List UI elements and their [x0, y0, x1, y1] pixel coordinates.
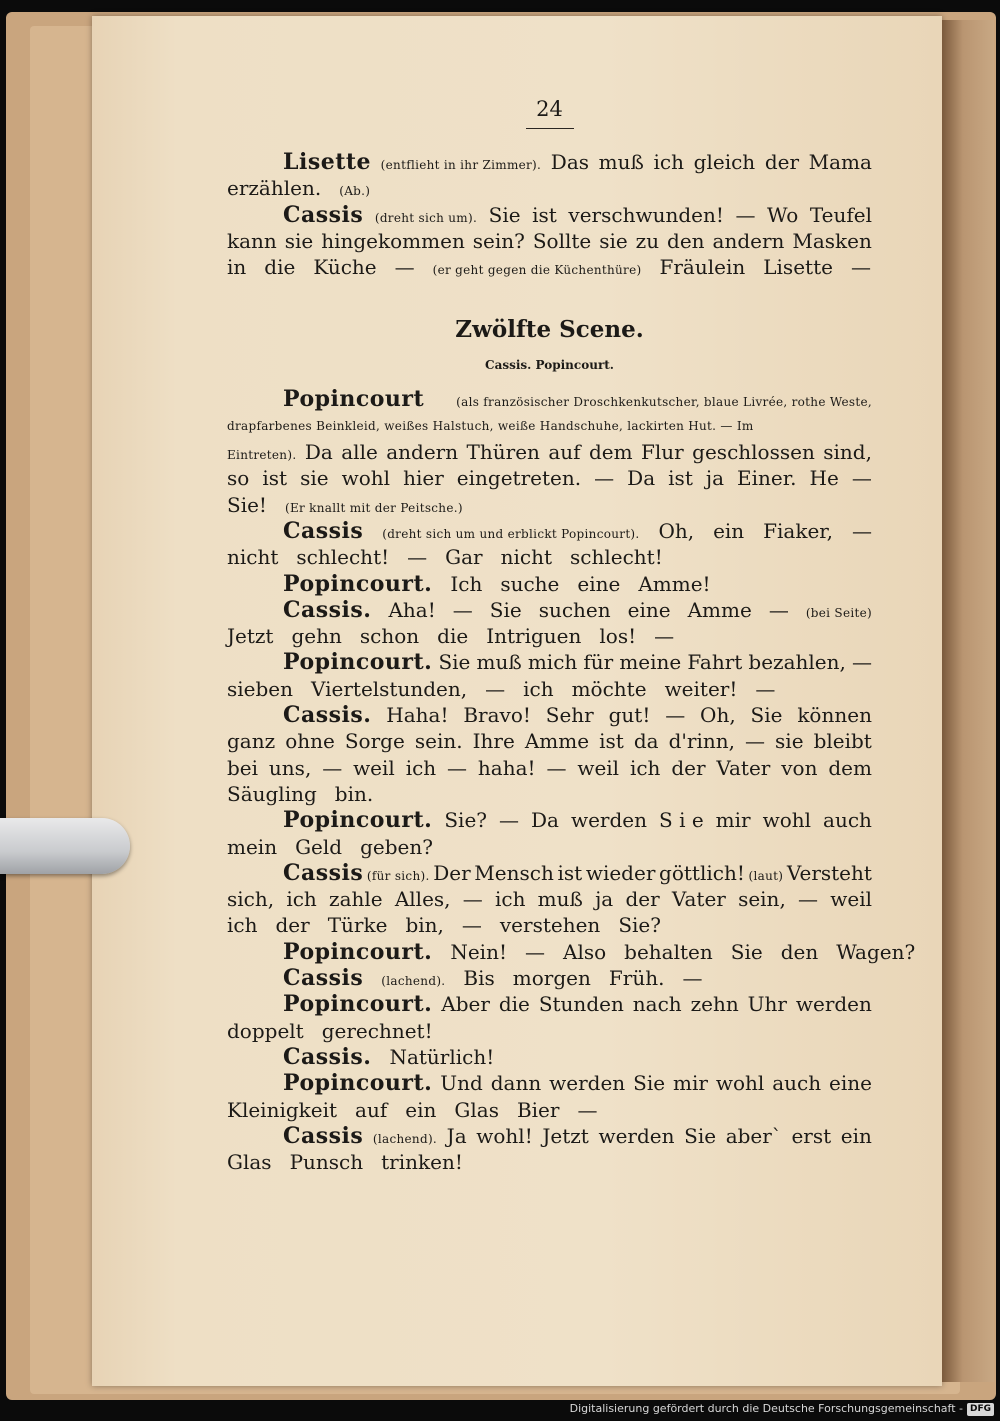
word: — — [546, 755, 567, 780]
text-line — [227, 991, 872, 1017]
word: erzählen. — [227, 176, 322, 201]
word: Da — [531, 808, 559, 833]
word: — — [851, 466, 872, 491]
word: sein, — [738, 887, 786, 912]
word: Früh. — [608, 966, 665, 991]
stage-direction: (entflieht in ihr Zimmer). — [380, 158, 542, 172]
word: Lisette — [763, 255, 833, 280]
word: Wo — [767, 202, 799, 227]
text-line — [227, 860, 872, 886]
word: Sollte — [532, 228, 592, 253]
word: Also — [563, 939, 607, 964]
word: kann — [227, 228, 277, 253]
word: — — [461, 913, 482, 938]
word: nicht — [227, 545, 279, 570]
text-line — [227, 702, 872, 728]
cast-list: Cassis. Popincourt. — [485, 358, 614, 373]
text-line — [227, 544, 872, 570]
speaker-name: Cassis. — [283, 702, 372, 729]
word: die — [264, 255, 296, 280]
word: sie — [599, 228, 628, 253]
word: bin, — [405, 913, 444, 938]
word: los! — [599, 624, 637, 649]
word: Sie? — [444, 808, 487, 833]
stage-direction: (Ab.) — [339, 184, 371, 199]
word: dem — [589, 440, 633, 465]
word: erst — [791, 1123, 832, 1148]
text-line — [227, 254, 872, 280]
word: Sie — [488, 202, 521, 227]
word: Türke — [327, 913, 388, 938]
word: Und — [440, 1071, 483, 1096]
text-line — [227, 149, 872, 175]
word: weiter! — [664, 676, 738, 701]
word: — — [851, 518, 872, 543]
word: — — [577, 1097, 598, 1122]
word: — — [654, 624, 675, 649]
word: ich — [523, 676, 554, 701]
stage-direction: (laut) — [748, 868, 784, 883]
text-line — [227, 912, 872, 938]
word: Glas — [454, 1097, 499, 1122]
text-line — [227, 755, 872, 781]
word: ist — [262, 466, 288, 491]
word: auf — [355, 1097, 388, 1122]
word: nach — [632, 992, 682, 1017]
text-line — [227, 807, 872, 833]
word: Mama — [808, 150, 872, 174]
word: — — [665, 703, 686, 728]
word: sie — [775, 729, 804, 754]
word: — — [768, 597, 789, 622]
text-line — [227, 1123, 872, 1149]
word: der — [275, 913, 310, 938]
word: wohl — [715, 1071, 765, 1096]
word: ich — [227, 913, 258, 938]
word: nicht — [500, 545, 553, 570]
word: muß — [476, 650, 522, 675]
word: sie — [284, 228, 314, 253]
word: sieben — [227, 676, 294, 701]
speaker-name: Popincourt. — [283, 938, 433, 965]
word: Bier — [516, 1097, 560, 1122]
word: Sie — [438, 650, 471, 675]
text-line — [227, 1018, 872, 1044]
word: Sorge — [344, 729, 405, 754]
word: Da — [304, 440, 333, 465]
word: doppelt — [227, 1018, 304, 1043]
word: suchen — [538, 597, 611, 622]
word: — — [452, 597, 473, 622]
stage-direction: (dreht sich um und erblickt Popincourt). — [382, 526, 640, 541]
word: ein — [405, 1097, 437, 1122]
word: mein — [227, 834, 278, 859]
word: ein — [840, 1123, 872, 1148]
word: mir — [672, 1071, 708, 1096]
word: wieder — [585, 860, 656, 885]
word: Fahrt — [687, 650, 743, 675]
word: — — [525, 939, 545, 964]
text-block-top — [227, 149, 872, 280]
text-line — [227, 202, 872, 228]
word: gerechnet! — [321, 1018, 433, 1043]
word: — — [462, 887, 483, 912]
speaker-name: Lisette — [283, 149, 372, 175]
text-line — [227, 781, 872, 807]
word: Alles, — [394, 887, 451, 912]
word: bezahlen, — [748, 650, 846, 675]
dfg-logo: DFG — [967, 1403, 994, 1416]
word: Stunden — [538, 992, 624, 1017]
word: weil — [353, 755, 395, 780]
word: Ja — [446, 1123, 467, 1148]
word: Haha! — [386, 703, 449, 728]
text-line — [227, 439, 872, 465]
text-block-main — [227, 386, 916, 1175]
word: die — [437, 624, 469, 649]
word: eine — [577, 571, 621, 596]
word: eingetreten. — [456, 466, 582, 491]
text-line — [227, 938, 916, 965]
stage-direction: (er geht gegen die Küchenthüre) — [432, 263, 642, 278]
word: hingekommen — [321, 228, 465, 253]
word: haha! — [477, 755, 536, 780]
word: Sie — [730, 939, 763, 964]
speaker-name: Popincourt — [283, 386, 425, 413]
word: ich — [653, 150, 685, 174]
word: Natürlich! — [389, 1044, 495, 1069]
word: auch — [772, 1071, 822, 1096]
word: S i e — [659, 808, 704, 833]
word: Jetzt — [542, 1123, 589, 1148]
word: muß — [598, 150, 644, 174]
word: werden — [795, 992, 872, 1017]
word: der — [764, 150, 800, 174]
word: Aha! — [388, 597, 436, 622]
speaker-name: Cassis. — [283, 1043, 372, 1070]
word: Bis — [463, 966, 495, 991]
speaker-name: Popincourt. — [283, 991, 433, 1018]
word: He — [809, 466, 839, 491]
word: ist — [557, 860, 583, 885]
word: muß — [537, 887, 583, 912]
word: Sie — [489, 597, 522, 622]
word: ich — [286, 887, 317, 912]
word: Amme — [524, 729, 590, 754]
text-line — [227, 676, 872, 702]
word: — — [485, 676, 506, 701]
word: göttlich! — [659, 860, 745, 885]
word: wohl — [341, 466, 391, 491]
text-line — [227, 965, 872, 991]
word: uns, — [268, 755, 312, 780]
word: trinken! — [381, 1150, 463, 1175]
text-line — [227, 623, 872, 649]
word: geben? — [360, 834, 433, 859]
word: — — [735, 202, 756, 227]
page-number: 24 — [536, 97, 563, 121]
text-line — [227, 571, 872, 597]
word: mich — [527, 650, 578, 675]
word: auch — [823, 808, 872, 833]
word: ich — [629, 755, 661, 780]
word: so — [227, 466, 250, 491]
text-line — [227, 228, 872, 254]
word: möchte — [571, 676, 647, 701]
word: Bravo! — [463, 703, 531, 728]
word: ich — [494, 887, 526, 912]
word: werden — [549, 1071, 626, 1096]
word: ganz — [227, 729, 276, 754]
word: bin. — [334, 781, 374, 806]
word: Nein! — [450, 939, 507, 964]
word: eine — [627, 597, 671, 622]
word: ein — [713, 518, 745, 543]
stage-direction: (lachend). — [372, 1131, 438, 1146]
word: weil — [830, 887, 872, 912]
word: mir — [715, 808, 751, 833]
word: in — [227, 255, 247, 280]
word: — — [594, 466, 615, 491]
word: meine — [619, 650, 682, 675]
text-line — [227, 518, 872, 544]
word: ist — [532, 202, 557, 227]
word: werden — [570, 808, 648, 833]
word: Uhr — [747, 992, 787, 1017]
word: weil — [577, 755, 620, 780]
page-number-rule — [526, 128, 574, 129]
footer-text: Digitalisierung gefördert durch die Deutsche Forschungsgemeinschaft - — [569, 1402, 963, 1415]
word: den — [667, 228, 705, 253]
word: alle — [341, 440, 378, 465]
word: Geld — [295, 834, 343, 859]
word: gleich — [693, 150, 756, 174]
text-line — [227, 175, 872, 201]
word: von — [781, 755, 818, 780]
word: Aber — [441, 992, 490, 1017]
word: — — [755, 676, 776, 701]
word: — — [745, 729, 765, 754]
word: ja — [595, 887, 614, 912]
speaker-name: Cassis — [283, 517, 364, 544]
text-line — [227, 597, 872, 623]
word: gut! — [608, 703, 651, 728]
text-line — [227, 386, 872, 412]
word: wohl! — [476, 1123, 533, 1148]
word: wohl — [762, 808, 812, 833]
word: Fiaker, — [763, 518, 833, 543]
word: ja — [705, 466, 725, 491]
stage-direction: Eintreten). — [227, 448, 297, 463]
word: Sie — [750, 703, 783, 728]
word: Säugling — [227, 781, 317, 806]
word: Thüren — [466, 440, 540, 465]
word: bleibt — [813, 729, 872, 754]
word: Fräulein — [659, 255, 746, 280]
word: Da — [627, 466, 656, 491]
word: Vater — [716, 755, 771, 780]
speaker-name: Cassis — [283, 1122, 364, 1149]
scene-heading: Zwölfte Scene. — [455, 316, 644, 344]
word: Flur — [641, 440, 684, 465]
word: ist — [599, 729, 624, 754]
word: Sie! — [227, 492, 267, 517]
word: suche — [500, 571, 560, 596]
word: verstehen — [499, 913, 601, 938]
word: — — [407, 545, 428, 570]
speaker-name: Popincourt. — [283, 570, 433, 597]
word: Glas — [227, 1150, 272, 1175]
word: Viertelstunden, — [311, 676, 468, 701]
speaker-name: Cassis — [283, 201, 364, 228]
word: können — [797, 703, 872, 728]
word: Masken — [792, 228, 872, 253]
word: den — [780, 939, 819, 964]
word: der — [625, 887, 660, 912]
text-line — [227, 834, 872, 860]
word: Versteht — [786, 860, 872, 885]
speaker-name: Cassis — [283, 965, 364, 992]
word: Amme — [687, 597, 752, 622]
word: Ich — [450, 571, 483, 596]
text-line — [227, 465, 872, 491]
text-line — [227, 1044, 872, 1070]
speaker-name: Popincourt. — [283, 1070, 433, 1097]
text-line — [227, 886, 872, 912]
word: Gar — [445, 545, 483, 570]
word: — — [394, 255, 415, 280]
stage-direction: (Er knallt mit der Peitsche.) — [284, 500, 463, 515]
word: schon — [359, 624, 420, 649]
word: werden — [598, 1123, 675, 1148]
word: zu — [635, 228, 660, 253]
word: schlecht! — [570, 545, 663, 570]
speaker-name: Cassis. — [283, 596, 372, 623]
word: Oh, — [700, 703, 736, 728]
stage-direction: drapfarbenes Beinkleid, weißes Halstuch, weiße Handschuhe, lackirten Hut. — Im — [227, 418, 754, 433]
stage-direction: (für sich). — [366, 868, 430, 883]
word: morgen — [512, 966, 591, 991]
word: verschwunden! — [568, 202, 724, 227]
word: Jetzt — [227, 624, 274, 649]
word: hier — [403, 466, 444, 491]
word: sie — [300, 466, 329, 491]
word: Kleinigkeit — [227, 1097, 338, 1122]
word: Punsch — [289, 1150, 364, 1175]
word: sein. — [414, 729, 463, 754]
word: Sie — [684, 1123, 717, 1148]
word: Sehr — [545, 703, 594, 728]
word: — — [499, 808, 519, 833]
word: Oh, — [658, 518, 695, 543]
word: ohne — [285, 729, 335, 754]
word: Einer. — [737, 466, 797, 491]
word: der — [671, 755, 706, 780]
speaker-name: Popincourt. — [283, 807, 433, 834]
text-line — [227, 1149, 872, 1175]
word: sich, — [227, 887, 275, 912]
word: für — [583, 650, 614, 675]
word: sind, — [823, 440, 872, 465]
word: eine — [829, 1071, 872, 1096]
word: zehn — [690, 992, 739, 1017]
word: ich — [405, 755, 437, 780]
text-line — [227, 413, 872, 439]
word: Amme! — [638, 571, 711, 596]
word: dann — [490, 1071, 542, 1096]
speaker-name: Popincourt. — [283, 649, 433, 676]
word: Küche — [313, 255, 377, 280]
stage-direction: (bei Seite) — [805, 605, 872, 620]
word: Das — [550, 150, 590, 174]
word: andern — [386, 440, 459, 465]
word: — — [798, 887, 819, 912]
stage-direction: (als französischer Droschkenkutscher, blaue Livrée, rothe Weste, — [456, 395, 872, 410]
word: — — [322, 755, 343, 780]
word: schlecht! — [296, 545, 390, 570]
word: sein? — [472, 228, 525, 253]
word: Sie — [633, 1071, 666, 1096]
text-line — [227, 1070, 872, 1096]
word: Ihre — [472, 729, 515, 754]
word: dem — [828, 755, 872, 780]
page-text-area — [227, 90, 916, 1175]
word: d'rinn, — [668, 729, 735, 754]
word: auf — [548, 440, 581, 465]
word: — — [447, 755, 468, 780]
word: Vater — [671, 887, 726, 912]
word: geschlossen — [692, 440, 815, 465]
word: Der — [433, 860, 471, 885]
word: — — [682, 966, 703, 991]
word: aber` — [725, 1123, 782, 1148]
page-clip-icon — [0, 818, 130, 874]
word: Teufel — [809, 202, 872, 227]
word: andern — [712, 228, 785, 253]
word: Wagen? — [836, 939, 916, 964]
word: da — [633, 729, 659, 754]
text-line — [227, 1097, 872, 1123]
stage-direction: (lachend). — [381, 974, 446, 989]
digitization-footer — [570, 1401, 994, 1417]
book-right-edge — [942, 20, 994, 1382]
stage-direction: (dreht sich um). — [374, 210, 478, 225]
text-line — [227, 728, 872, 754]
word: — — [851, 650, 872, 675]
text-line — [227, 649, 872, 675]
word: die — [498, 992, 530, 1017]
word: Intriguen — [486, 624, 582, 649]
word: Sie? — [618, 913, 661, 938]
word: Mensch — [474, 860, 554, 885]
word: zahle — [329, 887, 383, 912]
word: gehn — [291, 624, 342, 649]
word: bei — [227, 755, 259, 780]
text-line — [227, 492, 872, 518]
word: ist — [668, 466, 693, 491]
word: behalten — [624, 939, 713, 964]
speaker-name: Cassis — [283, 859, 364, 886]
word: — — [850, 255, 871, 280]
